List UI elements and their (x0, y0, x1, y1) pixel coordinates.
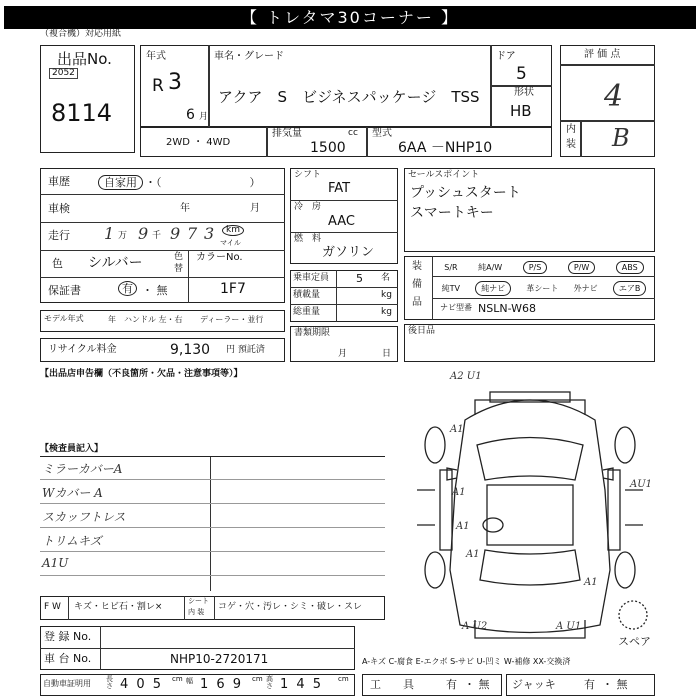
year-era: R (152, 76, 164, 96)
recycle-value: 9,130 (170, 342, 211, 358)
damage-mark-7: A1 (584, 577, 598, 588)
mileage-d3: 9 (170, 224, 181, 243)
history-circled: 自家用 (98, 175, 143, 190)
recycle-unit: 円 預託済 (226, 345, 265, 355)
equipment-item-r1-2: P/S (523, 261, 548, 274)
seat-label-1: シート (188, 597, 209, 605)
mileage-u2: 千 (152, 231, 162, 241)
cert-hei-unit: cm (338, 675, 349, 683)
inspector-line-1: ミラーカバーA (42, 462, 123, 476)
equipment-item-r1-0: S/R (444, 262, 458, 272)
equipment-item-r2-3: 外ナビ (573, 283, 598, 293)
mileage-d5: 3 (204, 224, 215, 243)
year-month-unit: 月 (199, 112, 209, 122)
type-value: 6AA －NHP10 (398, 140, 493, 156)
capacity-unit: 名 (381, 273, 391, 283)
cert-hei: 1 4 5 (280, 677, 324, 692)
after-market-label: 後日品 (408, 326, 436, 336)
recycle-label: リサイクル料金 (48, 344, 117, 355)
doc-expiry-label: 書類期限 (294, 328, 331, 338)
equipment-item-r1-1: 純A/W (478, 262, 503, 272)
cert-wid-unit: cm (252, 675, 263, 683)
equipment-item-r2-4: エアB (613, 281, 647, 296)
doc-expiry-day: 日 (382, 349, 392, 359)
warranty-label: 保証書 (48, 284, 81, 297)
seat-label-2: 内 装 (188, 608, 205, 616)
shift-value: FAT (328, 181, 351, 196)
cert-wid: 1 6 9 (200, 677, 244, 692)
inspector-label: 【検査員記入】 (40, 444, 104, 454)
color-no-label: カラーNo. (196, 252, 243, 263)
type-label: 型式 (372, 128, 392, 139)
ac-label: 冷 房 (294, 202, 322, 212)
model-year-handle: ハンドル 左・右 (124, 315, 183, 324)
lot-stamp: 2052 (49, 68, 78, 79)
banner-title: 【 トレタマ30コーナー 】 (4, 6, 696, 29)
load-label: 積載量 (293, 290, 321, 300)
damage-mark-5: A1 (466, 549, 480, 560)
cert-len-unit: cm (172, 675, 183, 683)
inspector-notes-box (40, 456, 385, 591)
damage-mark-4: A1 (456, 521, 470, 532)
capacity-value: 5 (356, 272, 363, 285)
header-note: （複合機）対応用紙 (40, 29, 122, 39)
shape-label: 形状 (514, 87, 534, 98)
equipment-item-r2-0: 純TV (441, 283, 460, 293)
inspector-line-4: トリムキズ (42, 534, 102, 548)
sales-point-line2: スマートキー (410, 205, 494, 221)
model-year-year: 年 (108, 315, 116, 324)
history-label: 車歴 (48, 175, 70, 188)
color-no-value: 1F7 (220, 281, 246, 297)
car-damage-diagram (405, 370, 655, 655)
mileage-u1: 万 (118, 231, 128, 241)
doors-value: 5 (516, 64, 527, 84)
shape-value: HB (510, 102, 532, 120)
lot-label: 出品No. (57, 50, 112, 68)
tools-no: ・ 無 (464, 678, 490, 691)
jack-label: ジャッキ (512, 678, 556, 691)
color-change-2: 替 (174, 264, 184, 274)
after-market-box (404, 324, 655, 362)
equipment-label-1: 装 (412, 261, 422, 272)
warranty-yes: 有 (118, 281, 137, 296)
doors-label: ドア (496, 51, 516, 62)
mileage-unit-km: km (222, 225, 244, 236)
mileage-d1: 1 (104, 224, 115, 243)
history-rest: ・（ ） (145, 176, 261, 189)
sales-point-line1: プッシュスタート (410, 185, 521, 201)
shift-label: シフト (294, 170, 322, 180)
fuel-label: 燃 料 (294, 234, 322, 244)
equipment-row-1 (434, 258, 654, 276)
interior-label-1: 内 (566, 124, 576, 135)
damage-mark-3: A1 (452, 487, 466, 498)
fw-text: キズ・ヒビ石・割レ× (74, 602, 163, 612)
year-value: 3 (168, 70, 182, 95)
interior-value: B (612, 124, 630, 152)
equipment-label-2: 備 (412, 279, 422, 290)
spare-label: スペア (618, 635, 651, 648)
warranty-no: ・ 無 (142, 284, 168, 297)
inspection-month-unit: 月 (250, 203, 260, 214)
cert-wid-label: 幅 (186, 677, 193, 685)
interior-label-2: 装 (566, 139, 576, 150)
inspector-line-2: Wカバー A (42, 486, 103, 500)
jack-yes: 有 (584, 678, 595, 691)
score-label: 評 価 点 (584, 49, 621, 60)
damage-mark-2: A1 (450, 424, 464, 435)
inspector-line-3: スカッフトレス (42, 510, 126, 524)
color-change-1: 色 (174, 252, 184, 262)
tools-yes: 有 (446, 678, 457, 691)
damage-mark-6: AU1 (630, 479, 653, 490)
damage-mark-1: A2 U1 (450, 371, 482, 382)
damage-mark-8: A U2 (462, 621, 488, 632)
gross-unit: kg (381, 307, 392, 317)
cert-len-label: 長さ (106, 675, 113, 690)
mileage-label: 走行 (48, 229, 70, 242)
lot-box (40, 45, 135, 153)
cert-hei-label: 高さ (266, 675, 273, 690)
legend-codes: A-キズ C-腐食 E-エクボ S-サビ U-凹ミ W-補修 XX-交換済 (362, 657, 571, 666)
displacement-unit: cc (348, 128, 358, 138)
equipment-row-2 (434, 279, 654, 297)
color-label: 色 (52, 257, 63, 270)
equipment-item-r2-2: 革シート (526, 283, 559, 293)
mileage-unit-mile: マイル (220, 239, 241, 247)
mileage-d2: 9 (138, 224, 149, 243)
inspector-line-5: A1U (42, 556, 69, 570)
model-label: 車名・グレード (214, 51, 284, 62)
chassis-label: 車 台 No. (44, 652, 92, 665)
doc-expiry-month: 月 (338, 349, 348, 359)
ac-value: AAC (328, 214, 355, 229)
lot-number: 8114 (51, 99, 113, 127)
inspection-year-unit: 年 (180, 203, 190, 214)
mileage-d4: 7 (187, 224, 198, 243)
navi-label: ナビ型番 (440, 303, 472, 312)
fw-label: F W (44, 602, 61, 612)
drive-value: 2WD ・ 4WD (166, 137, 231, 148)
seller-notes-label: 【出品店申告欄（不良箇所・欠品・注意事項等）】 (40, 369, 243, 379)
chassis-value: NHP10-2720171 (170, 652, 269, 666)
model-year-label: モデル年式 (44, 314, 84, 323)
year-month: 6 (186, 107, 195, 123)
cert-label: 自動車証明用 (43, 679, 91, 688)
displacement-value: 1500 (310, 140, 346, 156)
sales-point-label: セールスポイント (408, 170, 480, 180)
fuel-value: ガソリン (322, 245, 375, 260)
model-value: アクア S ビジネスパッケージ TSS (218, 88, 480, 106)
model-year-dealer: ディーラー・並行 (200, 315, 264, 324)
damage-mark-9: A U1 (556, 621, 582, 632)
color-value: シルバー (88, 255, 143, 271)
navi-value: NSLN-W68 (478, 302, 536, 315)
equipment-item-r1-3: P/W (568, 261, 595, 274)
seat-text: コゲ・穴・汚レ・シミ・破レ・スレ (218, 602, 363, 612)
equipment-item-r1-4: ABS (616, 261, 644, 274)
jack-no: ・ 無 (602, 678, 628, 691)
year-label: 年式 (146, 51, 166, 62)
capacity-label: 乗車定員 (293, 273, 330, 283)
inspection-label: 車検 (48, 202, 70, 215)
tools-label: 工 具 (370, 678, 414, 691)
equipment-item-r2-1: 純ナビ (475, 281, 511, 296)
cert-len: 4 0 5 (120, 677, 164, 692)
gross-label: 総重量 (293, 307, 321, 317)
score-value: 4 (604, 79, 624, 114)
load-unit: kg (381, 290, 392, 300)
displacement-label: 排気量 (272, 128, 302, 139)
equipment-label-3: 品 (412, 297, 422, 308)
reg-no-label: 登 録 No. (44, 630, 92, 643)
